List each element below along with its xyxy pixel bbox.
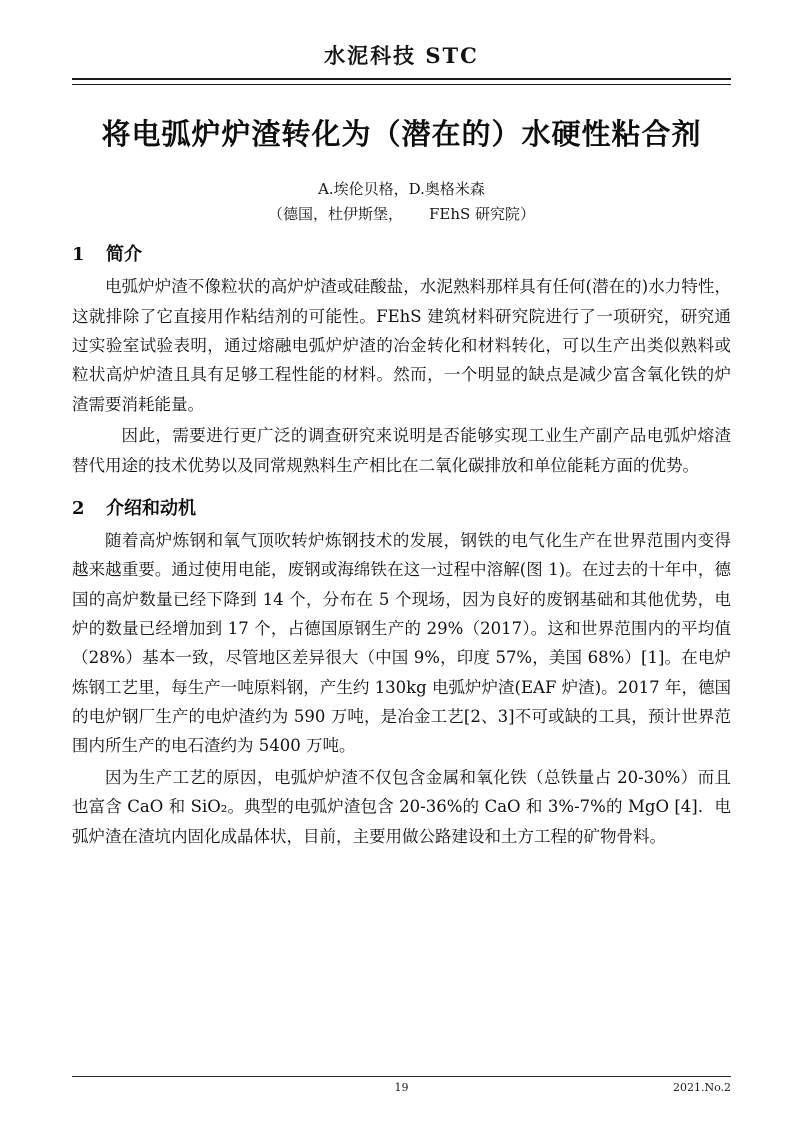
- page-footer: [72, 1076, 731, 1094]
- header-rule-thin: [72, 84, 731, 85]
- header-rule-thick: [72, 78, 731, 80]
- section-1-paragraph-1: 电弧炉炉渣不像粒状的高炉炉渣或硅酸盐，水泥熟料那样具有任何(潜在的)水力特性，这就排除了它直接用作粘结剂的可能性。FEhS 建筑材料研究院进行了一项研究，研究通过实验室试验表明，通过熔融电弧炉炉渣的冶金转化和材料转化，可以生产出类似熟料或粒状高炉炉渣且具有足够工程性能的材料。然而，一个明显的缺点是减少富含氧化铁的炉渣需要消耗能量。: [72, 277, 731, 414]
- journal-header: 水泥科技 STC: [324, 43, 479, 68]
- section-2-paragraph-2: 因为生产工艺的原因，电弧炉炉渣不仅包含金属和氧化铁（总铁量占 20-30%）而且也富含 CaO 和 SiO₂。典型的电弧炉渣包含 20-36%的 CaO 和 3%-7%的 MgO [4]．电弧炉渣在渣坑内固化成晶体状，目前，主要用做公路建设和土方工程的矿物骨料。: [72, 767, 731, 846]
- footer-rule: [72, 1076, 731, 1077]
- section-2-paragraph-1: 随着高炉炼钢和氧气顶吹转炉炼钢技术的发展，钢铁的电气化生产在世界范围内变得越来越重要。通过使用电能，废钢或海绵铁在这一过程中溶解(图 1)。在过去的十年中，德国的高炉数量已经下降到 14 个，分布在 5 个现场，因为良好的废钢基础和其他优势，电炉的数量已经增加到 17 个，占德国原钢生产的 29%（2017）。这和世界范围内的平均值（28%）基本一致，尽管地区差异很大（中国 9%，印度 57%，美国 68%）[1]。在电炉炼钢工艺里，每生产一吨原料钢，产生约 130kg 电弧炉炉渣(EAF 炉渣)。2017 年，德国的电炉钢厂生产的电炉渣约为 590 万吨，是冶金工艺[2、3]不可或缺的工具，预计世界范围内所生产的电石渣约为 5400 万吨。: [72, 530, 731, 756]
- affiliation-right: FEhS 研究院）: [428, 205, 536, 224]
- affiliation-left: （德国，杜伊斯堡，: [267, 205, 403, 224]
- section-number-2: 2: [72, 497, 85, 519]
- section-1-paragraph-2: 因此，需要进行更广泛的调查研究来说明是否能够实现工业生产副产品电弧炉熔渣替代用途的技术优势以及同常规熟料生产相比在二氧化碳排放和单位能耗方面的优势。: [72, 426, 731, 475]
- section-number-1: 1: [72, 244, 85, 266]
- section-title-1: 简介: [106, 244, 142, 266]
- page-number: 19: [394, 1081, 409, 1094]
- section-heading-1: [72, 240, 731, 266]
- affiliation: [72, 202, 731, 226]
- page-title: 将电弧炉炉渣转化为（潜在的）水硬性粘合剂: [101, 117, 702, 151]
- section-title-2: 介绍和动机: [106, 497, 196, 519]
- section-heading-2: [72, 494, 731, 520]
- authors: A.埃伦贝格，D.奥格米森: [318, 180, 485, 199]
- issue-label: 2021.No.2: [672, 1081, 731, 1094]
- page-content: [72, 40, 731, 1084]
